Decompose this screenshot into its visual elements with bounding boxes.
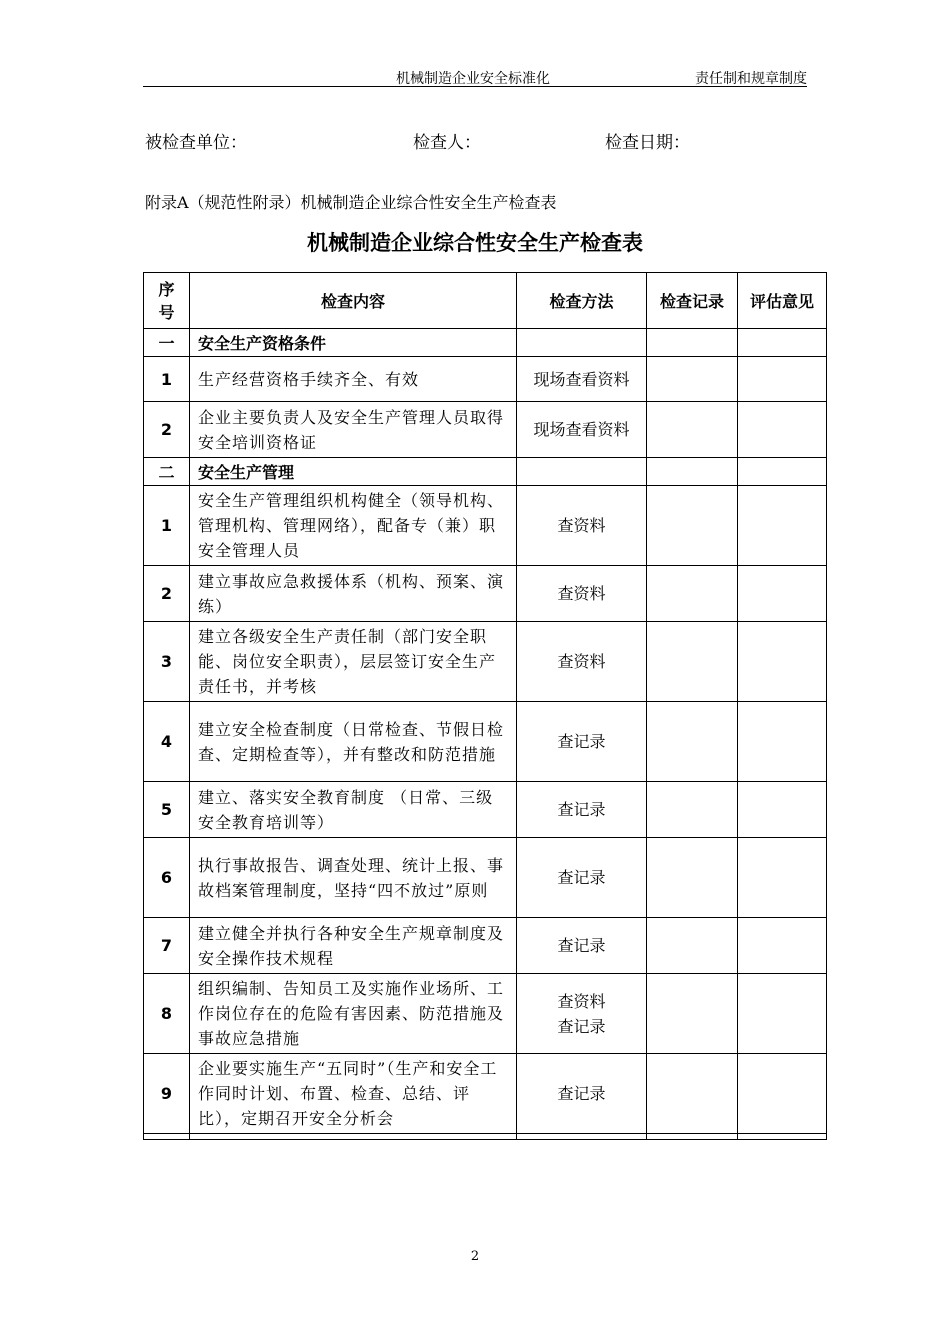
header-record: 检查记录 — [647, 273, 738, 329]
row-opinion — [738, 329, 827, 357]
row-method: 查资料 — [517, 566, 647, 622]
row-opinion — [738, 1054, 827, 1134]
section-title: 安全生产资格条件 — [190, 329, 517, 357]
row-opinion — [738, 357, 827, 402]
inspection-table — [143, 272, 827, 1140]
section-title: 安全生产管理 — [190, 458, 517, 486]
table-end-row — [144, 1134, 827, 1140]
row-record — [647, 974, 738, 1054]
header-index-text: 序 号 — [158, 279, 175, 322]
row-method: 查记录 — [517, 1054, 647, 1134]
row-index: 2 — [144, 402, 190, 458]
empty-cell — [190, 1134, 517, 1140]
page-number: 2 — [470, 1249, 480, 1264]
row-method: 查记录 — [517, 782, 647, 838]
row-index: 1 — [144, 486, 190, 566]
empty-cell — [144, 1134, 190, 1140]
empty-cell — [738, 1134, 827, 1140]
row-index: 8 — [144, 974, 190, 1054]
empty-cell — [517, 1134, 647, 1140]
table-body — [144, 329, 827, 1140]
row-method: 现场查看资料 — [517, 357, 647, 402]
empty-cell — [647, 1134, 738, 1140]
row-content: 建立各级安全生产责任制（部门安全职能、岗位安全职责），层层签订安全生产责任书，并考核 — [190, 622, 517, 702]
row-opinion — [738, 486, 827, 566]
row-record — [647, 918, 738, 974]
row-method: 查记录 — [517, 702, 647, 782]
row-content: 执行事故报告、调查处理、统计上报、事故档案管理制度，坚持“四不放过”原则 — [190, 838, 517, 918]
row-index: 二 — [144, 458, 190, 486]
header-opinion: 评估意见 — [738, 273, 827, 329]
row-content: 建立健全并执行各种安全生产规章制度及安全操作技术规程 — [190, 918, 517, 974]
row-content: 组织编制、告知员工及实施作业场所、工作岗位存在的危险有害因素、防范措施及事故应急措施 — [190, 974, 517, 1054]
row-method — [517, 458, 647, 486]
row-method: 现场查看资料 — [517, 402, 647, 458]
row-record — [647, 486, 738, 566]
appendix-line: 附录A（规范性附录）机械制造企业综合性安全生产检查表 — [145, 193, 557, 212]
row-index: 3 — [144, 622, 190, 702]
header-method: 检查方法 — [517, 273, 647, 329]
row-method: 查资料 — [517, 622, 647, 702]
table-row — [144, 486, 827, 566]
inspector-label: 检查人： — [413, 133, 481, 153]
row-index: 2 — [144, 566, 190, 622]
table-row — [144, 702, 827, 782]
table-row — [144, 918, 827, 974]
row-method — [517, 329, 647, 357]
row-content: 安全生产管理组织机构健全（领导机构、管理机构、管理网络），配备专（兼）职安全管理人员 — [190, 486, 517, 566]
table-row — [144, 357, 827, 402]
row-content: 生产经营资格手续齐全、有效 — [190, 357, 517, 402]
row-opinion — [738, 622, 827, 702]
row-method: 查记录 — [517, 838, 647, 918]
row-opinion — [738, 566, 827, 622]
row-opinion — [738, 782, 827, 838]
row-record — [647, 402, 738, 458]
row-record — [647, 357, 738, 402]
header-doc-name: 机械制造企业安全标准化 — [396, 71, 550, 87]
row-opinion — [738, 458, 827, 486]
row-opinion — [738, 918, 827, 974]
inspection-date-label: 检查日期： — [605, 133, 690, 153]
table-row — [144, 402, 827, 458]
row-index: 6 — [144, 838, 190, 918]
row-opinion — [738, 838, 827, 918]
row-index: 1 — [144, 357, 190, 402]
row-method: 查资料 查记录 — [517, 974, 647, 1054]
row-content: 建立事故应急救援体系（机构、预案、演练） — [190, 566, 517, 622]
header-content: 检查内容 — [190, 273, 517, 329]
row-record — [647, 1054, 738, 1134]
table-row — [144, 1054, 827, 1134]
row-record — [647, 458, 738, 486]
table-row — [144, 622, 827, 702]
table-header-row — [144, 273, 827, 329]
row-index: 9 — [144, 1054, 190, 1134]
row-method: 查资料 — [517, 486, 647, 566]
table-row — [144, 838, 827, 918]
row-method: 查记录 — [517, 918, 647, 974]
row-index: 4 — [144, 702, 190, 782]
row-index: 5 — [144, 782, 190, 838]
row-record — [647, 782, 738, 838]
row-opinion — [738, 402, 827, 458]
row-record — [647, 622, 738, 702]
table-row — [144, 782, 827, 838]
row-record — [647, 838, 738, 918]
row-opinion — [738, 974, 827, 1054]
header-section-name: 责任制和规章制度 — [695, 71, 807, 87]
section-row — [144, 458, 827, 486]
row-content: 企业要实施生产“五同时”（生产和安全工作同时计划、布置、检查、总结、评比），定期召开安全分析会 — [190, 1054, 517, 1134]
row-record — [647, 702, 738, 782]
section-row — [144, 329, 827, 357]
row-index: 7 — [144, 918, 190, 974]
page-header — [143, 68, 807, 87]
row-content: 建立安全检查制度（日常检查、节假日检查、定期检查等），并有整改和防范措施 — [190, 702, 517, 782]
table-row — [144, 974, 827, 1054]
row-content: 企业主要负责人及安全生产管理人员取得安全培训资格证 — [190, 402, 517, 458]
row-content: 建立、落实安全教育制度 （日常、三级安全教育培训等） — [190, 782, 517, 838]
table-row — [144, 566, 827, 622]
row-record — [647, 329, 738, 357]
header-index — [144, 273, 190, 329]
row-opinion — [738, 702, 827, 782]
row-index: 一 — [144, 329, 190, 357]
document-title: 机械制造企业综合性安全生产检查表 — [307, 231, 643, 255]
inspected-unit-label: 被检查单位： — [145, 133, 247, 153]
row-record — [647, 566, 738, 622]
